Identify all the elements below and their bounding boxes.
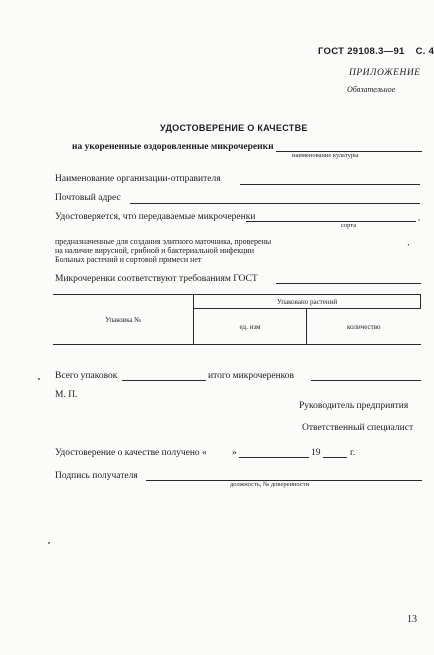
appendix-label: ПРИЛОЖЕНИЕ (349, 68, 421, 78)
standard-code: ГОСТ 29108.3—91 (318, 46, 405, 57)
packed-plants-header: Упаковано растений (194, 295, 421, 309)
page-number: 13 (407, 614, 417, 625)
address-field[interactable] (130, 203, 420, 204)
culture-caption: наименование культуры (292, 152, 359, 159)
seal-label: М. П. (55, 390, 78, 400)
org-name-field[interactable] (240, 184, 420, 185)
packages-total-label: Всего упаковок (55, 371, 118, 381)
page-reference: С. 4 (415, 46, 434, 57)
org-name-label: Наименование организации-отправителя (55, 174, 221, 184)
recipient-caption: должность, № доверенности (230, 481, 310, 488)
received-date-field[interactable] (239, 457, 309, 458)
received-year-field[interactable] (323, 457, 347, 458)
purpose-line-2: на наличие вирусной, грибной и бактериальной инфекции (55, 246, 254, 255)
certify-label: Удостоверяется, что передаваемые микрочеренки (55, 212, 256, 222)
document-subtitle: на укорененные оздоровленные микрочеренки (72, 142, 274, 152)
packing-table (53, 294, 421, 345)
standard-number (318, 46, 434, 57)
packing-number-header: Упаковка № (53, 295, 194, 345)
scan-speck (48, 542, 50, 544)
mandatory-label: Обязательное (347, 85, 396, 94)
gost-field[interactable] (276, 283, 421, 284)
unit-header: ед. изм (194, 309, 307, 345)
gost-label: Микрочеренки соответствуют требованиям ГОСТ (55, 274, 258, 284)
quantity-header: количество (307, 309, 421, 345)
scan-speck (38, 378, 40, 380)
close-quote: » (232, 448, 237, 458)
head-signature-label: Руководитель предприятия (299, 401, 409, 411)
recipient-label: Подпись получателя (55, 471, 138, 481)
purpose-line-1: предназначенные для создания элитного маточника, проверены (55, 237, 272, 246)
cuttings-total-label: итого микрочеренков (208, 371, 295, 381)
specialist-signature-label: Ответственный специалист (302, 423, 414, 433)
sort-caption: сорта (341, 222, 357, 229)
cuttings-total-field[interactable] (311, 380, 421, 381)
year-prefix: 19 (311, 448, 321, 458)
certify-field[interactable] (246, 221, 416, 222)
packages-total-field[interactable] (122, 380, 206, 381)
document-title: УДОСТОВЕРЕНИЕ О КАЧЕСТВЕ (160, 123, 308, 133)
purpose-line-3: Больных растений и сортовой примеси нет (55, 255, 202, 264)
received-label: Удостоверение о качестве получено « (55, 448, 207, 458)
address-label: Почтовый адрес (55, 193, 121, 203)
year-suffix: г. (350, 448, 356, 458)
